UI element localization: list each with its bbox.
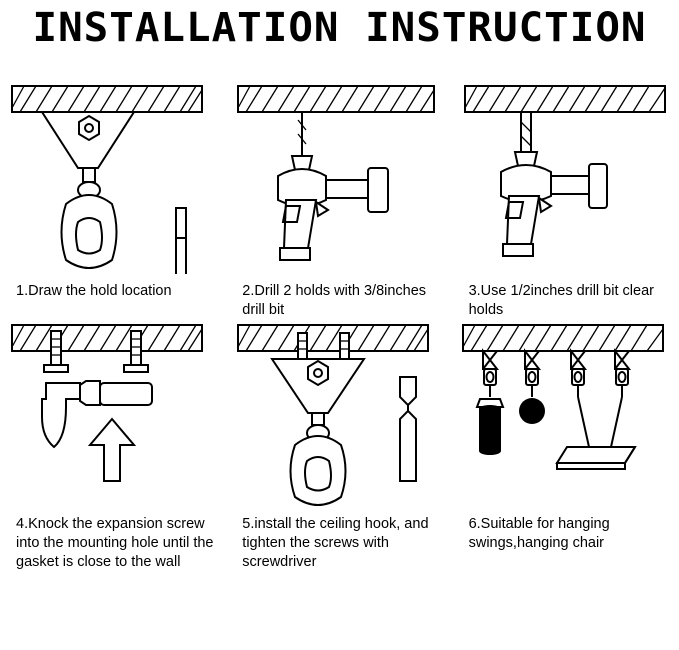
ceiling-hook-and-marker-illustration	[6, 64, 220, 274]
steps-grid	[0, 64, 679, 572]
step-caption-2: 2.Drill 2 holds with 3/8inches drill bit	[242, 283, 427, 319]
step-card-1	[0, 64, 226, 321]
step-caption-5: 5.install the ceiling hook, and tighten the screws with screwdriver	[242, 515, 429, 571]
step-card-6	[453, 321, 679, 573]
step-card-4	[0, 321, 226, 573]
step-caption-6: 6.Suitable for hanging swings,hanging chair	[468, 515, 610, 551]
step-card-2	[226, 64, 452, 321]
hammer-and-expansion-screw-illustration	[6, 321, 220, 511]
drill-with-large-bit-illustration	[459, 64, 673, 274]
step-card-5	[226, 321, 452, 573]
step-caption-1: 1.Draw the hold location	[16, 283, 172, 299]
page-title: INSTALLATION INSTRUCTION	[32, 5, 647, 51]
step-card-3	[453, 64, 679, 321]
ceiling-hook-and-wrench-illustration	[232, 321, 446, 511]
step-caption-3: 3.Use 1/2inches drill bit clear holds	[468, 283, 654, 319]
drill-with-small-bit-illustration	[232, 64, 446, 274]
step-caption-4: 4.Knock the expansion screw into the mounting hole until the gasket is close to the wall	[16, 515, 214, 571]
hanging-applications-illustration	[459, 321, 673, 511]
